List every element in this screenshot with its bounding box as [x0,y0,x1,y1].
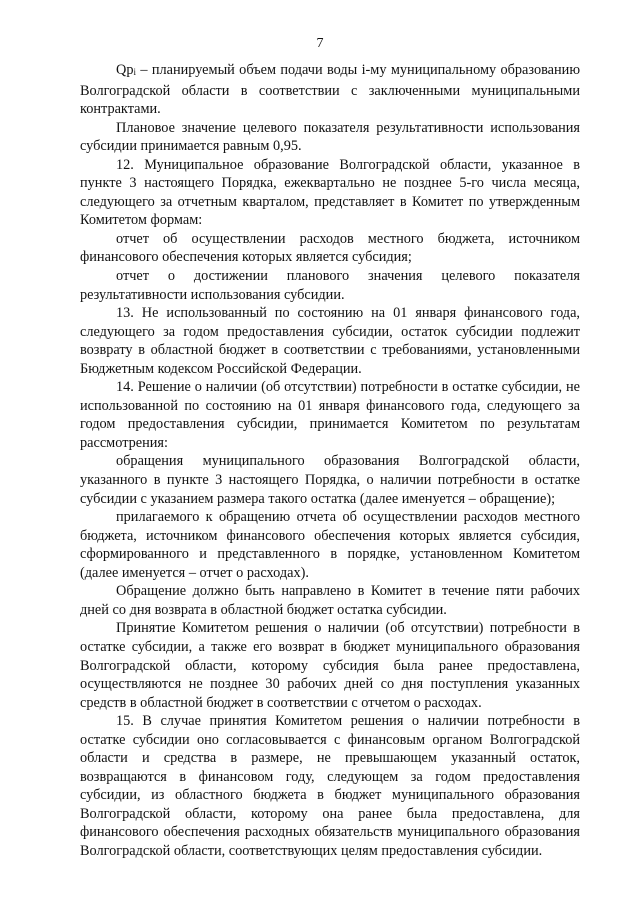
qp-symbol: Qp [116,62,134,78]
paragraph-request-deadline: Обращение должно быть направлено в Комитет в течение пяти рабочих дней со дня возврата в областной бюджет остатка субсидии. [80,583,580,618]
paragraph-report-target: отчет о достижении планового значения целевого показателя результативности использования субсидии. [80,268,580,303]
paragraph-target-value: Плановое значение целевого показателя результативности использования субсидии принимается равным 0,95. [80,119,580,155]
paragraph-report-expenses: отчет об осуществлении расходов местного бюджета, источником финансового обеспечения которых является субсидия; [80,230,580,266]
paragraph-qp-definition [80,61,580,119]
paragraph-attached-report: прилагаемого к обращению отчета об осуществлении расходов местного бюджета, источником финансового обеспечения которых является субсидия, сформированного и представленного в порядке, установленном Комитетом (далее именуется – отчет о расходах). [80,509,580,581]
paragraph-item-14: 14. Решение о наличии (об отсутствии) потребности в остатке субсидии, не использованной по состоянию на 01 января финансового года, следующего за годом предоставления субсидии, принимается Комитетом по результатам рассмотрения: [80,379,580,451]
paragraph-request: обращения муниципального образования Волгоградской области, указанного в пункте 3 настоящего Порядка, о наличии потребности в остатке субсидии с указанием размера такого остатка (далее именуется – обращение); [80,453,580,507]
page-number: 7 [316,36,324,51]
paragraph-item-13: 13. Не использованный по состоянию на 01 января финансового года, следующего за годом предоставления субсидии, остаток субсидии подлежит возврату в областной бюджет в соответствии с требованиями, установленными Бюджетным кодексом Российской Федерации. [80,305,580,377]
paragraph-item-15: 15. В случае принятия Комитетом решения о наличии потребности в остатке субсидии оно согласовывается с финансовым органом Волгоградской области и средства в размере, не превышающем указанный остаток, возвращаются в финансовом году, следующем за годом предоставления субсидии, из областного бюджета в бюджет муниципального образования Волгоградской области, которому она ранее была предоставлена, для финансового обеспечения расходных обязательств муниципального образования Волгоградской области, соответствующих целям предоставления субсидии. [80,713,580,859]
qp-subscript: i [133,67,136,77]
paragraph-item-12: 12. Муниципальное образование Волгоградской области, указанное в пункте 3 настоящего Порядка, ежеквартально не позднее 5-го числа месяца, следующего за отчетным кварталом, представляет в Комитет по утвержденным Комитетом формам: [80,156,580,229]
qp-definition-text: – планируемый объем подачи воды i-му муниципальному образованию Волгоградской области в соответствии с заключенными муниципальными контрактами. [80,62,580,118]
document-body [80,61,580,861]
paragraph-decision-return: Принятие Комитетом решения о наличии (об отсутствии) потребности в остатке субсидии, а также его возврат в бюджет муниципального образования Волгоградской области, которому субсидия была ранее предоставлена, осуществляются не позднее 30 рабочих дней со дня поступления указанных средств в областной бюджет в соответствии с отчетом о расходах. [80,620,580,711]
